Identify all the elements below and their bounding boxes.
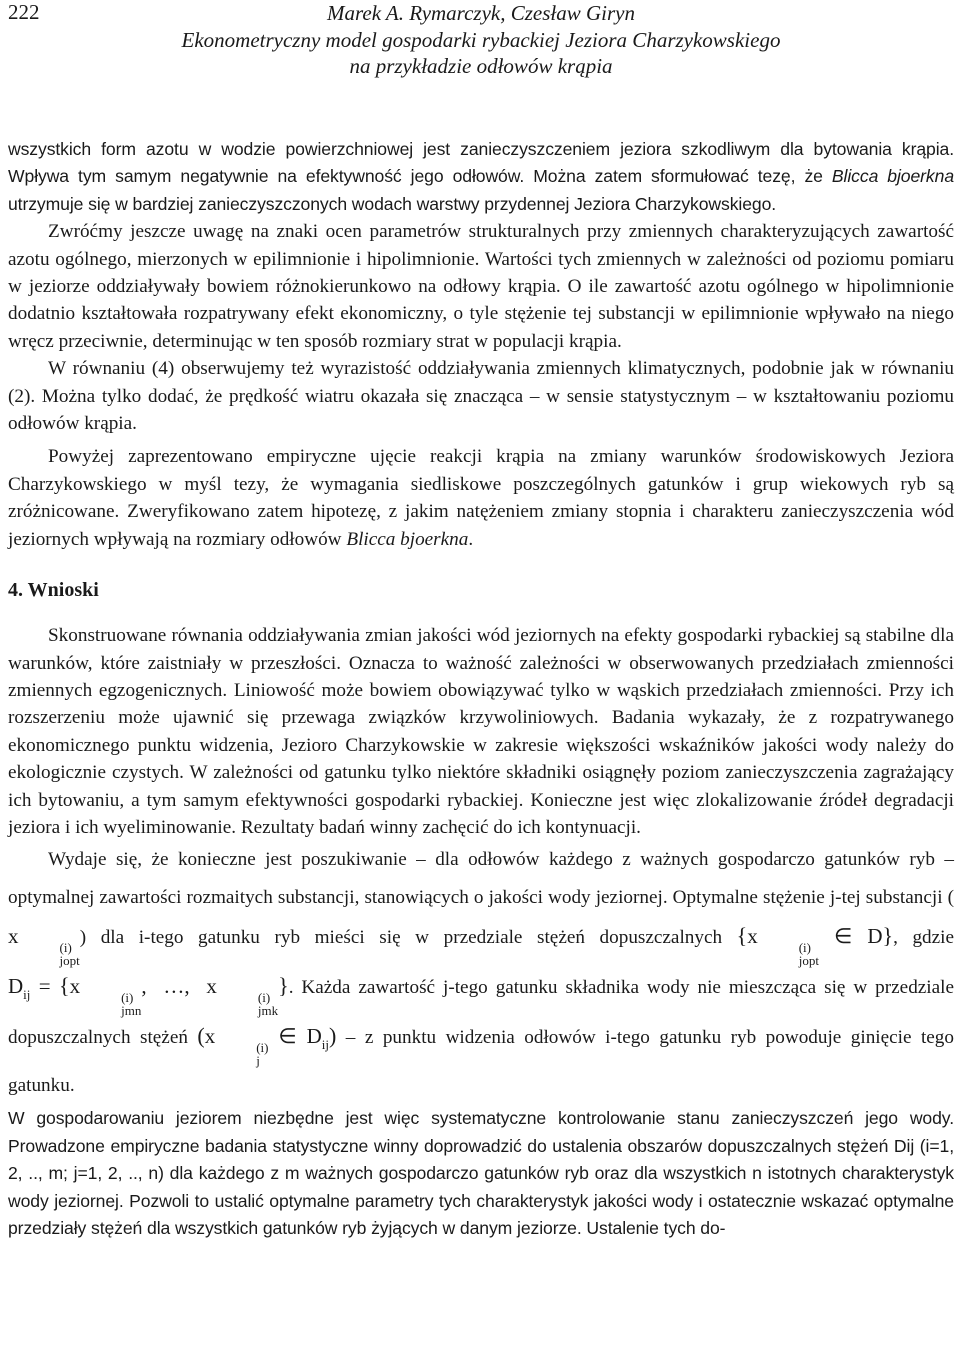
page xyxy=(8,0,954,1242)
header-title-line1: Ekonometryczny model gospodarki rybackiej Jeziora Charzykowskiego xyxy=(181,27,781,52)
paragraph-5: Skonstruowane równania oddziaływania zmian jakości wód jeziornych na efekty gospodarki rybackiej są stabilne dla warunków, które zaistniały w przeszłości. Oznacza to ważność zależności w obserwowanych przedziałach zmienności zmiennych egzogenicznych. Liniowość może bowiem obowiązywać tylko w wąskich przedziałach zmienności. Przy ich rozszerzeniu może ujawnić się przewaga związków krzywoliniowych. Badania wykazały, że z rozpatrywanego ekonomicznego punktu widzenia, Jezioro Charzykowskie w zakresie większości wskaźników jakości wody należy do ekologicznie czystych. W zależności od gatunku tylko niektóre składniki osiągnęły poziom zanieczyszczenia zagrażający ich bytowaniu, a tym samym efektywności gospodarki rybackiej. Konieczne jest więc zlokalizowanie źródeł degradacji jeziora i ich wyeliminowanie. Rezultaty badań winny zachęcić do ich kontynuacji. xyxy=(8,625,954,838)
paragraph-6-text-b: ) dla i-tego gatunku ryb mieści się w przedziale stężeń dopuszczalnych xyxy=(79,927,737,949)
paragraph-1-text-a: wszystkich form azotu w wodzie powierzchniowej jest zanieczyszczeniem jeziora szkodliwym dla bytowania krąpia. Wpływa tym samym negatywnie na efektywność jego odłowów. Można zatem sformułować tezę, że xyxy=(8,139,954,187)
formula-x-jopt: x (i) jopt xyxy=(8,924,80,969)
header-authors: Marek A. Rymarczyk, Czesław Giryn xyxy=(327,1,635,25)
paragraph-7: W gospodarowaniu jeziorem niezbędne jest więc systematyczne kontrolowanie stanu zanieczyszczeń jego wody. Prowadzone empiryczne badania statystyczne winny doprowadzić do ustalenia obszarów dopuszczalnych stężeń Dij (i=1, 2, .., m; j=1, 2, .., n) dla każdego z m ważnych gospodarczo gatunków ryb oraz dla wszystkich n istotnych charakterystyk wody jeziornej. Pozwoli to ustalić optymalne parametry tych charakterystyk jakości wody i ostatecznie wskazać optymalne przedziały stężeń dla wszystkich gatunków ryb żyjących w danym jeziorze. Ustalenie tych do- xyxy=(8,1108,954,1238)
header-title-line2: na przykładzie odłowów krąpia xyxy=(349,54,613,78)
paragraph-4 xyxy=(8,443,954,553)
paragraph-1-text-b: utrzymuje się w bardziej zanieczyszczonych wodach warstwy przydennej Jeziora Charzykowskiego. xyxy=(8,193,777,214)
paragraph-6-text-c: , gdzie xyxy=(893,927,955,949)
formula-d-ij: $D_{ij} = \{x$ (i) jmn , …, x (i) jmk } xyxy=(8,973,289,1019)
paragraph-3: W równaniu (4) obserwujemy też wyrazistość oddziaływania zmiennych klimatycznych, podobnie jak w równaniu (2). Można tylko dodać, że prędkość wiatru okazała się znacząca – w sensie statystycznym – w kształtowaniu poziomu odłowów krąpia. xyxy=(8,358,954,435)
paragraph-6-text-e: – z punktu widzenia odłowów i-tego gatunku ryb powoduje ginięcie tego gatunku. xyxy=(8,1027,954,1097)
formula-interval: {x (i) jopt ∈ D} xyxy=(736,923,894,969)
article-body xyxy=(8,136,954,1242)
paragraph-2: Zwróćmy jeszcze uwagę na znaki ocen parametrów strukturalnych przy zmiennych charakteryzujących zawartość azotu ogólnego, mierzonych w epilimnionie i hipolimnionie. Wartości tych zmiennych w zależności od poziomu pomiaru w jeziorze oddziaływały bowiem różnokierunkowo na odłowy krąpia. O ile zawartość azotu ogólnego w hipolimnionie dodatnio kształtowała rozpatrywany efekt ekonomiczny, o tyle stężenie tej substancji w epilimnionie wpływało na niego wręcz przeciwnie, determinując w ten sposób rozmiary strat w populacji krąpia. xyxy=(8,221,954,352)
paragraph-6 xyxy=(8,841,954,1105)
species-name: Blicca bjoerkna xyxy=(831,166,955,187)
formula-x-j-in-d: (x (i) j ∈ $D_{ij}$) xyxy=(197,1023,337,1069)
species-name: Blicca bjoerkna xyxy=(346,528,469,550)
paragraph-6-text-d: . Każda zawartość j-tego gatunku składnika wody nie mieszcząca się w przedziale dopuszczalnych stężeń xyxy=(8,977,955,1049)
paragraph-6-text-a: Wydaje się, że konieczne jest poszukiwanie – dla odłowów każdego z ważnych gospodarczo gatunków ryb – optymalnej zawartości rozmaitych substancji, stanowiących o jakości wody jeziornej. Optymalne stężenie j-tej substancji ( xyxy=(8,849,954,909)
running-header xyxy=(8,0,954,110)
paragraph-4-text-a: Powyżej zaprezentowano empiryczne ujęcie reakcji krąpia na zmiany warunków środowiskowych Jeziora Charzykowskiego w myśl tezy, że wymagania siedliskowe poszczególnych gatunków i grup wiekowych ryb są zróżnicowane. Zweryfikowano zatem hipotezę, z jakim natężeniem zmiany stopnia i charakteru zanieczyszczenia wód jeziornych wpływają na rozmiary odłowów xyxy=(8,446,954,550)
section-heading: 4. Wnioski xyxy=(8,579,99,602)
paragraph-1 xyxy=(8,136,954,218)
paragraph-4-text-b: . xyxy=(468,528,474,550)
page-number: 222 xyxy=(8,0,40,24)
